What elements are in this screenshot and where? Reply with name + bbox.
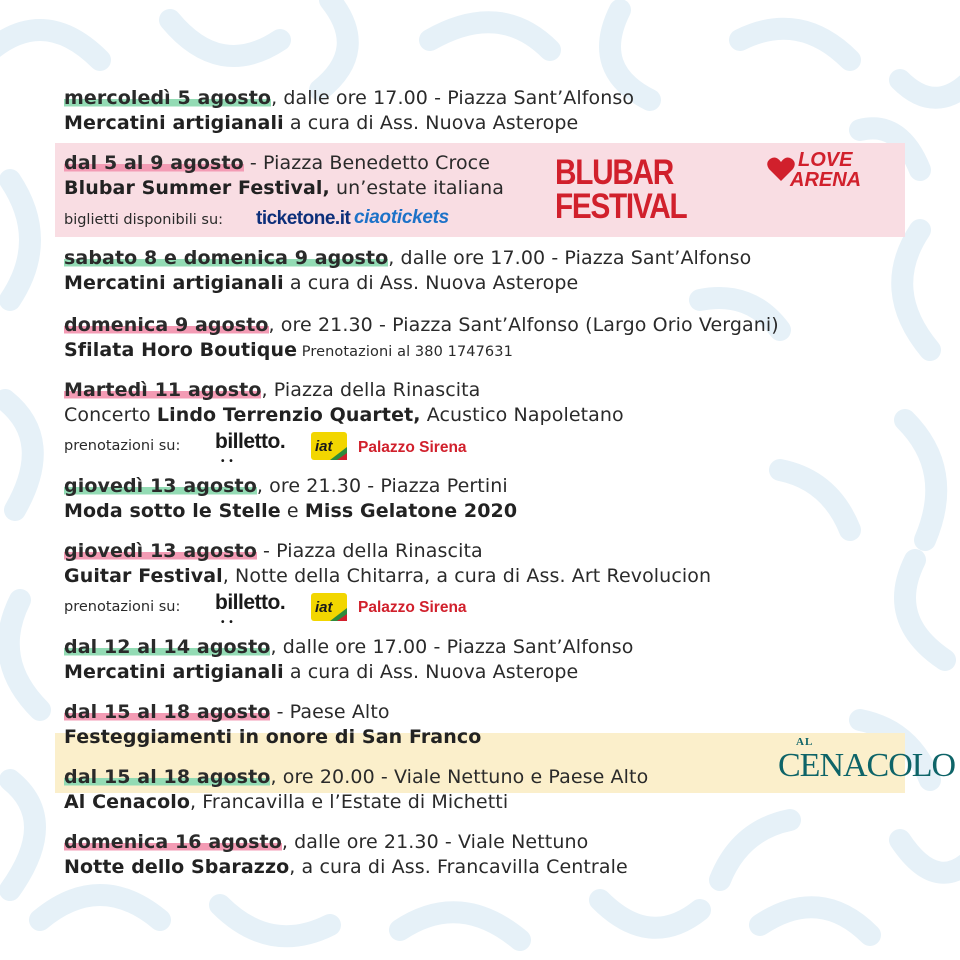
cenacolo-logo-main: CENACOLO [778, 747, 956, 784]
blubar-logo-line2: FESTIVAL [555, 187, 687, 226]
event-date: dal 15 al 18 agosto [64, 766, 271, 788]
event-subtitle: a cura di Ass. Nuova Asterope [283, 661, 579, 683]
blubar-logo-line1: BLUBAR [555, 153, 673, 192]
event-date-line [64, 700, 390, 724]
iat-logo[interactable] [310, 431, 348, 461]
event-title: Mercatini artigianali [64, 272, 284, 294]
event-date-line [64, 86, 634, 110]
event-detail: , dalle ore 21.30 - Viale Nettuno [281, 831, 589, 853]
billetto-text: billetto. [215, 430, 286, 453]
event-title-line [64, 725, 481, 749]
event-date: domenica 9 agosto [64, 314, 269, 336]
iat-logo[interactable] [310, 592, 348, 622]
event-title: Lindo Terrenzio Quartet, [156, 404, 421, 426]
svg-text:iat: iat [315, 599, 333, 616]
love-arena-line2: ARENA [790, 169, 862, 191]
event-title: Festeggiamenti in onore di San Franco [64, 726, 482, 748]
event-detail: , dalle ore 17.00 - Piazza Sant’Alfonso [270, 636, 634, 658]
event-date-line [64, 635, 633, 659]
event-title: Moda sotto le Stelle [64, 500, 281, 522]
event-title-line [64, 176, 504, 200]
event-date-line [64, 830, 588, 854]
event-subtitle: Acustico Napoletano [420, 404, 624, 426]
event-date: Martedì 11 agosto [64, 379, 262, 401]
event-detail: , ore 21.30 - Piazza Pertini [256, 475, 508, 497]
event-date: dal 12 al 14 agosto [64, 636, 271, 658]
event-title-line [64, 564, 711, 588]
event-subtitle: , Notte della Chitarra, a cura di Ass. Art Revolucion [222, 565, 712, 587]
event-date: domenica 16 agosto [64, 831, 282, 853]
event-date-line [64, 151, 490, 175]
event-title: Al Cenacolo [64, 791, 190, 813]
blubar-festival-logo [555, 153, 687, 226]
cenacolo-logo-al: AL [796, 736, 814, 748]
event-date: giovedì 13 agosto [64, 475, 257, 497]
event-date-line [64, 246, 751, 270]
event-subtitle: , Francavilla e l’Estate di Michetti [190, 791, 509, 813]
event-title-line [64, 111, 578, 135]
event-detail: - Piazza Benedetto Croce [243, 152, 491, 174]
event-subtitle: a cura di Ass. Nuova Asterope [283, 272, 579, 294]
palazzo-sirena-logo[interactable]: Palazzo Sirena [358, 599, 467, 616]
event-title: Mercatini artigianali [64, 661, 284, 683]
event-title-line [64, 499, 517, 523]
svg-text:iat: iat [315, 438, 333, 455]
event-detail: - Paese Alto [270, 701, 390, 723]
iat-icon [310, 592, 348, 622]
booking-label: prenotazioni su: [64, 438, 181, 454]
event-detail: , dalle ore 17.00 - Piazza Sant’Alfonso [271, 87, 635, 109]
billetto-logo[interactable]: billetto. • • [215, 430, 286, 467]
event-date-line [64, 313, 779, 337]
event-title-line [64, 338, 513, 364]
event-title-line [64, 660, 578, 684]
event-title-line [64, 271, 578, 295]
event-date: mercoledì 5 agosto [64, 87, 272, 109]
event-subtitle: un’estate italiana [329, 177, 505, 199]
event-subtitle: a cura di Ass. Nuova Asterope [283, 112, 579, 134]
event-detail: , ore 20.00 - Viale Nettuno e Paese Alto [270, 766, 649, 788]
event-note: Prenotazioni al 380 1747631 [297, 344, 513, 360]
booking-label: prenotazioni su: [64, 599, 181, 615]
billetto-logo[interactable]: billetto. • • [215, 591, 286, 628]
event-date: dal 5 al 9 agosto [64, 152, 244, 174]
event-detail: - Piazza della Rinascita [256, 540, 483, 562]
event-date-line [64, 378, 480, 402]
event-title: Guitar Festival [64, 565, 223, 587]
event-title-2: Miss Gelatone 2020 [304, 500, 518, 522]
event-detail: , Piazza della Rinascita [261, 379, 481, 401]
event-subtitle: , a cura di Ass. Francavilla Centrale [289, 856, 628, 878]
event-title-line [64, 403, 624, 427]
event-title: Sfilata Horo Boutique [64, 339, 298, 361]
ticketone-logo[interactable]: ticketone.it [256, 208, 351, 229]
event-title: Blubar Summer Festival, [64, 177, 330, 199]
event-mid: e [280, 500, 305, 522]
event-title-line [64, 790, 508, 814]
al-cenacolo-logo [778, 736, 956, 790]
event-title-line [64, 855, 628, 879]
iat-icon [310, 431, 348, 461]
event-pre-title: Concerto [64, 404, 157, 426]
event-date: sabato 8 e domenica 9 agosto [64, 247, 389, 269]
event-detail: , dalle ore 17.00 - Piazza Sant’Alfonso [388, 247, 752, 269]
tickets-label: biglietti disponibili su: [64, 212, 224, 228]
ciaotickets-logo[interactable]: ciaotickets [354, 207, 449, 228]
love-arena-line1: LOVE [798, 149, 853, 171]
event-date-line [64, 474, 508, 498]
event-date: dal 15 al 18 agosto [64, 701, 271, 723]
event-title: Notte dello Sbarazzo [64, 856, 290, 878]
event-date: giovedì 13 agosto [64, 540, 257, 562]
palazzo-sirena-logo[interactable]: Palazzo Sirena [358, 439, 467, 456]
event-date-line [64, 539, 483, 563]
billetto-text: billetto. [215, 591, 286, 614]
event-title: Mercatini artigianali [64, 112, 284, 134]
event-date-line [64, 765, 648, 789]
event-detail: , ore 21.30 - Piazza Sant’Alfonso (Largo Orio Vergani) [268, 314, 779, 336]
